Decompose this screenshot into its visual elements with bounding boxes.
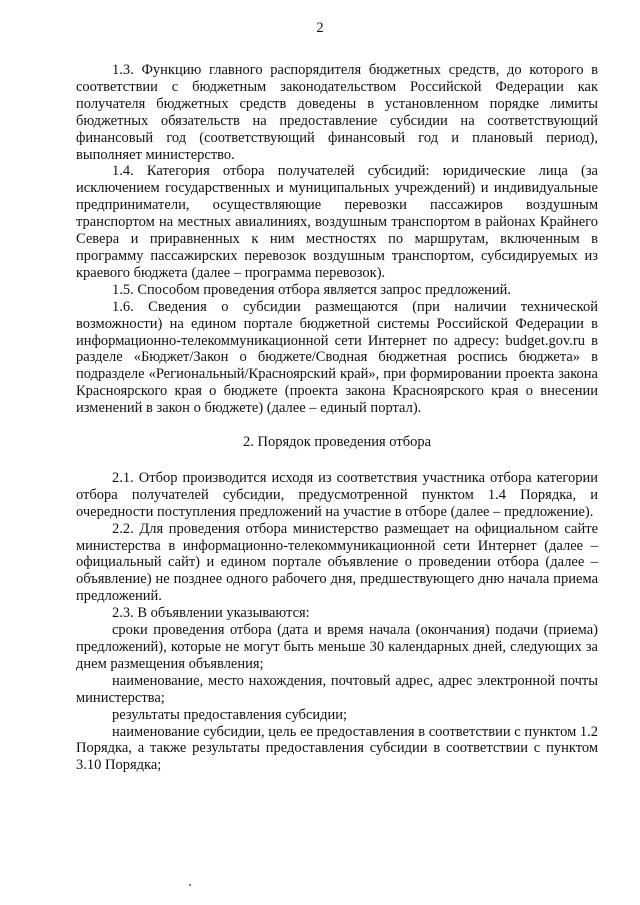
paragraph-1-6: 1.6. Сведения о субсидии размещаются (при наличии технической возможности) на едином портале бюджетной системы Российской Федерации в информационно-телекоммуникационной сети Интернет по адресу: budget.gov.ru в разделе «Бюджет/Закон о бюджете/Сводная бюджетная роспись бюджета» в подразделе «Региональный/Красноярский край», при формировании проекта закона Красноярского края о бюджете (проекта закона Красноярского края о внесении изменений в закон о бюджете) (далее – единый портал). <box>76 298 598 417</box>
page-number: 2 <box>316 20 324 36</box>
paragraph-2-2: 2.2. Для проведения отбора министерство размещает на официальном сайте министерства в информационно-телекоммуникационной сети Интернет (далее – официальный сайт) и едином портале объявление о проведении отбора (далее – объявление) не позднее одного рабочего дня, предшествующего дню начала приема предложений. <box>76 520 598 605</box>
paragraph-1-4: 1.4. Категория отбора получателей субсидий: юридические лица (за исключением государственных и муниципальных учреждений) и индивидуальные предприниматели, осуществляющие перевозки пассажиров воздушным транспортом на местных авиалиниях, воздушным транспортом в районах Крайнего Севера и приравненных к ним местностях по маршрутам, включенным в программу пассажирских перевозок воздушным транспортом, субсидируемых из краевого бюджета (далее – программа перевозок). <box>76 163 598 281</box>
paragraph-2-1: 2.1. Отбор производится исходя из соответствия участника отбора категории отбора получателей субсидии, предусмотренной пунктом 1.4 Порядка, и очередности поступления предложений на участие в отборе (далее – предложение). <box>76 469 598 520</box>
list-item-terms: сроки проведения отбора (дата и время начала (окончания) подачи (приема) предложений), которые не могут быть меньше 30 календарных дней, следующих за днем размещения объявления; <box>76 622 598 672</box>
scan-speck <box>189 884 191 886</box>
paragraph-1-5: 1.5. Способом проведения отбора является запрос предложений. <box>112 281 511 298</box>
paragraph-2-3: 2.3. В объявлении указываются: <box>112 605 310 622</box>
list-item-ministry-details: наименование, место нахождения, почтовый адрес, адрес электронной почты министерства; <box>76 672 598 706</box>
paragraph-1-3: 1.3. Функцию главного распорядителя бюджетных средств, до которого в соответствии с бюджетным законодательством Российской Федерации как получателя бюджетных средств доведены в установленном порядке лимиты бюджетных обязательств на предоставление субсидии на соответствующий финансовый год (соответствующий финансовый год и плановый период), выполняет министерство. <box>76 62 598 163</box>
list-item-subsidy-name: наименование субсидии, цель ее предоставления в соответствии с пунктом 1.2 Порядка, а также результаты предоставления субсидии в соответствии с пунктом 3.10 Порядка; <box>76 723 598 774</box>
list-item-results: результаты предоставления субсидии; <box>112 706 348 723</box>
document-body <box>76 62 598 774</box>
section-2-heading: 2. Порядок проведения отбора <box>242 434 432 451</box>
